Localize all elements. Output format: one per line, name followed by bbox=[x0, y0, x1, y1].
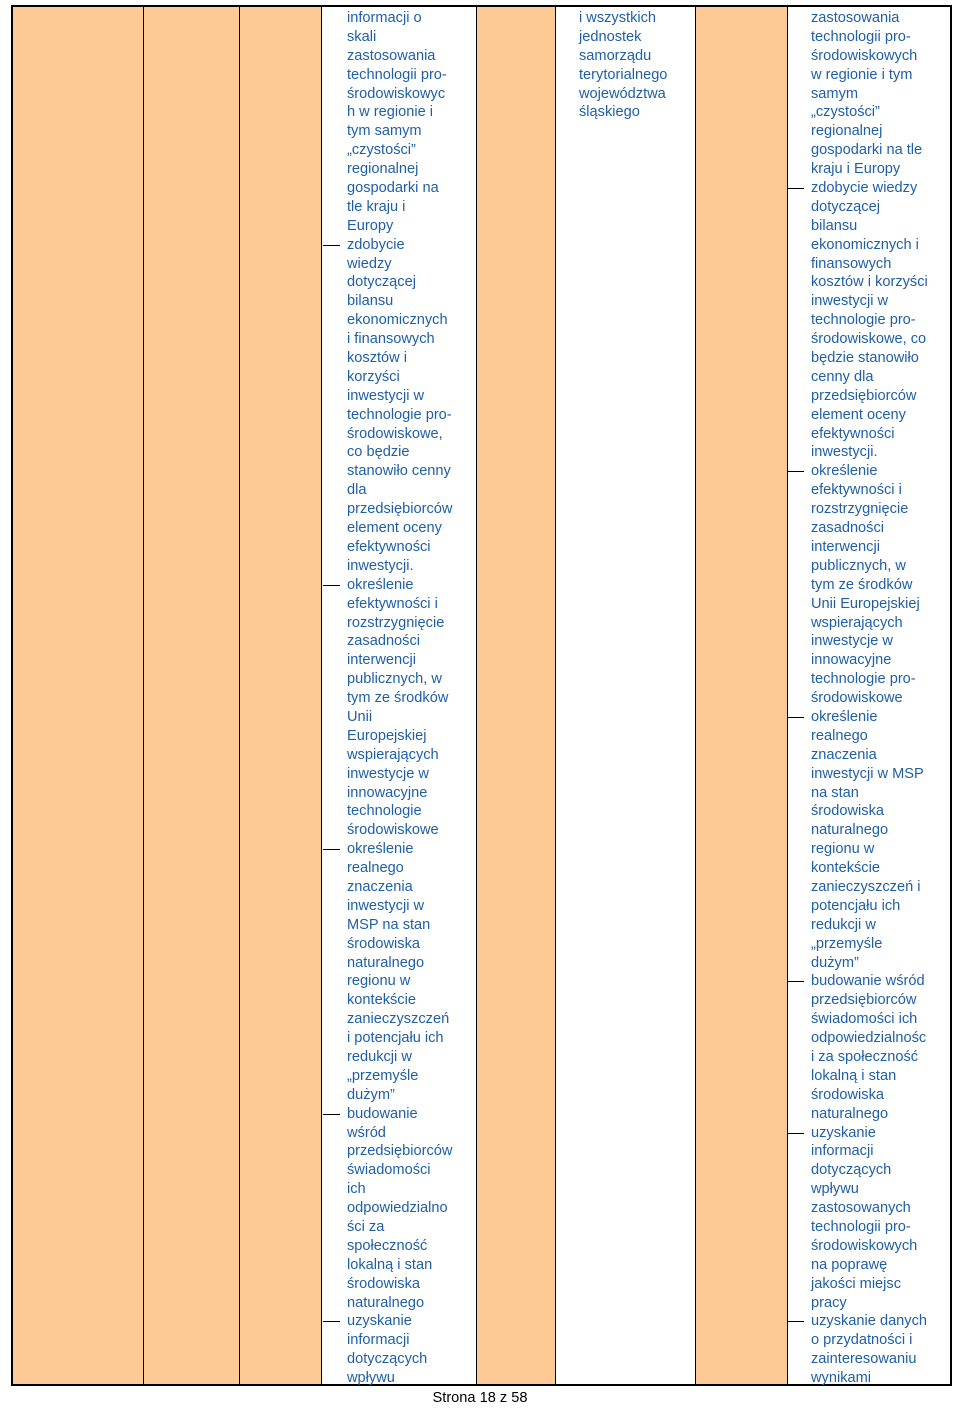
text-line: technologii pro- bbox=[811, 28, 911, 45]
text-line: Europejskiej bbox=[347, 727, 427, 744]
text-line: naturalnego bbox=[347, 954, 425, 971]
text-line: potencjału ich bbox=[811, 897, 901, 914]
text-line: dotyczącej bbox=[347, 274, 416, 291]
text-line: technologie bbox=[347, 803, 422, 820]
table-column-6 bbox=[555, 7, 695, 1384]
text-line: środowiskowe bbox=[811, 690, 903, 707]
text-line: efektywności i bbox=[811, 482, 902, 499]
text-line: inwestycji w bbox=[347, 387, 425, 404]
text-line: ich bbox=[347, 1181, 366, 1198]
text-line: rozstrzygnięcie bbox=[347, 614, 445, 631]
text-line: wpływu bbox=[811, 1181, 859, 1198]
text-line: ści za bbox=[347, 1219, 385, 1235]
text-line: element oceny bbox=[811, 406, 906, 423]
text-line: naturalnego bbox=[811, 822, 889, 839]
text-line: zanieczyszczeń i bbox=[811, 878, 921, 895]
text-line: Europy bbox=[347, 217, 394, 234]
text-line: świadomości bbox=[347, 1162, 431, 1179]
text-line: przedsiębiorców bbox=[811, 387, 917, 404]
text-line: regionalnej bbox=[347, 161, 419, 178]
text-line: samym bbox=[811, 85, 859, 102]
text-line: środowiska bbox=[347, 1275, 420, 1292]
text-line: śląskiego bbox=[579, 104, 640, 121]
text-line: Unii Europejskiej bbox=[811, 595, 920, 612]
text-line: tym ze środków bbox=[811, 576, 913, 593]
text-line: lokalną i stan bbox=[811, 1067, 897, 1084]
text-line: zastosowania bbox=[811, 10, 900, 26]
text-line: inwestycji w bbox=[811, 293, 889, 310]
text-line: skali bbox=[347, 28, 377, 45]
text-line: tle kraju i bbox=[347, 198, 406, 215]
text-line: co będzie bbox=[347, 444, 410, 461]
text-line: o przydatności i bbox=[811, 1332, 913, 1349]
text-line: znaczenia bbox=[811, 746, 877, 763]
text-line: dotyczących bbox=[347, 1351, 428, 1368]
text-line: środowiskowe, co bbox=[811, 331, 927, 348]
text-line: i za społeczność bbox=[811, 1048, 919, 1065]
text-line: realnego bbox=[347, 860, 404, 877]
text-line: kraju i Europy bbox=[811, 161, 901, 178]
text-line: będzie stanowiło bbox=[811, 350, 919, 367]
text-line: redukcji w bbox=[347, 1048, 412, 1065]
text-line: finansowych bbox=[811, 255, 892, 272]
bullet-line: określenie bbox=[811, 462, 928, 481]
text-line: wpływu bbox=[347, 1370, 395, 1387]
bullet-line: określenie bbox=[347, 576, 452, 595]
text-line: cenny dla bbox=[811, 368, 874, 385]
text-line: realnego bbox=[811, 727, 868, 744]
text-line: środowiska bbox=[811, 803, 884, 820]
text-line: inwestycje w bbox=[811, 633, 893, 650]
text-line: środowiskowe, bbox=[347, 425, 443, 442]
text-line: dla bbox=[347, 482, 367, 499]
text-line: środowiska bbox=[347, 935, 420, 952]
bullet-line: uzyskanie bbox=[811, 1124, 928, 1143]
text-line: efektywności bbox=[811, 425, 895, 442]
text-line: przedsiębiorców bbox=[347, 1143, 453, 1160]
cell-text-results bbox=[811, 9, 928, 1388]
text-line: zastosowanych bbox=[811, 1200, 911, 1217]
text-line: kosztów i bbox=[347, 350, 408, 367]
text-line: inwestycji. bbox=[347, 557, 414, 574]
bullet-line: budowanie bbox=[347, 1105, 452, 1124]
text-line: i wszystkich bbox=[579, 10, 657, 26]
text-line: wspierających bbox=[347, 746, 439, 763]
text-line: rozstrzygnięcie bbox=[811, 501, 909, 518]
text-line: ekonomicznych i bbox=[811, 236, 919, 253]
text-line: informacji bbox=[811, 1143, 874, 1160]
text-line: interwencji bbox=[811, 538, 880, 555]
text-line: stanowiło cenny bbox=[347, 463, 451, 480]
text-line: efektywności i bbox=[347, 595, 438, 612]
text-line: technologie pro- bbox=[811, 671, 916, 688]
bullet-line: określenie bbox=[347, 840, 452, 859]
text-line: zastosowania bbox=[347, 47, 436, 64]
text-line: odpowiedzialno bbox=[347, 1200, 448, 1217]
text-line: społeczność bbox=[347, 1237, 428, 1254]
text-line: wśród bbox=[347, 1124, 386, 1141]
text-line: Unii bbox=[347, 708, 373, 725]
text-line: bilansu bbox=[347, 293, 394, 310]
text-line: naturalnego bbox=[811, 1105, 889, 1122]
text-line: technologie pro- bbox=[347, 406, 452, 423]
text-line: inwestycje w bbox=[347, 765, 429, 782]
text-line: bilansu bbox=[811, 217, 858, 234]
table-column-3 bbox=[239, 7, 321, 1384]
text-line: „czystości” bbox=[347, 142, 416, 159]
text-line: i potencjału ich bbox=[347, 1030, 444, 1047]
table-column-2 bbox=[143, 7, 239, 1384]
table-column-5 bbox=[476, 7, 555, 1384]
text-line: odpowiedzialnośc bbox=[811, 1030, 927, 1047]
text-line: gospodarki na tle bbox=[811, 142, 923, 159]
bullet-line: zdobycie bbox=[347, 236, 452, 255]
text-line: zanieczyszczeń bbox=[347, 1011, 450, 1028]
text-line: publicznych, w bbox=[347, 671, 442, 688]
text-line: tym ze środków bbox=[347, 690, 449, 707]
text-line: inwestycji. bbox=[811, 444, 878, 461]
text-line: efektywności bbox=[347, 538, 431, 555]
text-line: regionu w bbox=[811, 841, 875, 858]
bullet-line: uzyskanie danych bbox=[811, 1313, 928, 1330]
text-line: gospodarki na bbox=[347, 180, 439, 197]
text-line: tym samym bbox=[347, 123, 422, 140]
text-line: województwa bbox=[579, 85, 666, 102]
text-line: dotyczących bbox=[811, 1162, 892, 1179]
text-line: inwestycji w bbox=[347, 897, 425, 914]
text-line: „czystości” bbox=[811, 104, 880, 121]
table-column-7 bbox=[695, 7, 787, 1384]
text-line: element oceny bbox=[347, 520, 442, 537]
text-line: „przemyśle bbox=[347, 1067, 419, 1084]
cell-text-recipients bbox=[579, 9, 667, 122]
text-line: zasadności bbox=[347, 633, 421, 650]
text-line: środowiskowych bbox=[811, 47, 918, 64]
bullet-line: zdobycie wiedzy bbox=[811, 179, 928, 198]
text-line: wiedzy bbox=[347, 255, 392, 272]
text-line: informacji bbox=[347, 1332, 410, 1349]
text-line: i finansowych bbox=[347, 331, 435, 348]
text-line: naturalnego bbox=[347, 1294, 425, 1311]
text-line: technologie pro- bbox=[811, 312, 916, 329]
text-line: na poprawę bbox=[811, 1256, 888, 1273]
text-line: kontekście bbox=[347, 992, 416, 1009]
text-line: przedsiębiorców bbox=[811, 992, 917, 1009]
text-line: zasadności bbox=[811, 520, 885, 537]
text-line: dużym” bbox=[347, 1086, 395, 1103]
text-line: innowacyjne bbox=[811, 652, 892, 669]
text-line: kosztów i korzyści bbox=[811, 274, 928, 291]
bullet-line: określenie bbox=[811, 708, 928, 727]
text-line: na stan bbox=[811, 784, 859, 801]
text-line: interwencji bbox=[347, 652, 416, 669]
text-line: technologii pro- bbox=[811, 1219, 911, 1235]
text-line: inwestycji w MSP bbox=[811, 765, 924, 782]
text-line: w regionie i tym bbox=[811, 66, 913, 83]
text-line: ekonomicznych bbox=[347, 312, 448, 329]
text-line: świadomości ich bbox=[811, 1011, 918, 1028]
text-line: dużym” bbox=[811, 954, 859, 971]
text-line: wynikami bbox=[811, 1370, 872, 1387]
text-line: zainteresowaniu bbox=[811, 1351, 917, 1368]
text-line: korzyści bbox=[347, 368, 400, 385]
text-line: środowiskowe bbox=[347, 822, 439, 839]
text-line: h w regionie i bbox=[347, 104, 433, 121]
text-line: środowiskowych bbox=[811, 1237, 918, 1254]
text-line: informacji o bbox=[347, 10, 422, 26]
text-line: jednostek bbox=[579, 28, 642, 45]
text-line: jakości miejsc bbox=[811, 1275, 902, 1292]
text-line: MSP na stan bbox=[347, 916, 431, 933]
text-line: lokalną i stan bbox=[347, 1256, 433, 1273]
page-number: Strona 18 z 58 bbox=[432, 1390, 528, 1406]
text-line: regionu w bbox=[347, 973, 411, 990]
text-line: znaczenia bbox=[347, 878, 413, 895]
text-line: technologii pro- bbox=[347, 66, 447, 83]
text-line: innowacyjne bbox=[347, 784, 428, 801]
text-line: środowiskowyc bbox=[347, 85, 446, 102]
text-line: regionalnej bbox=[811, 123, 883, 140]
text-line: redukcji w bbox=[811, 916, 876, 933]
text-line: dotyczącej bbox=[811, 198, 880, 215]
text-line: publicznych, w bbox=[811, 557, 906, 574]
text-line: wspierających bbox=[811, 614, 903, 631]
text-line: pracy bbox=[811, 1294, 847, 1311]
text-line: środowiska bbox=[811, 1086, 884, 1103]
text-line: „przemyśle bbox=[811, 935, 883, 952]
text-line: samorządu bbox=[579, 47, 652, 64]
cell-text-objectives bbox=[347, 9, 452, 1388]
text-line: przedsiębiorców bbox=[347, 501, 453, 518]
bullet-line: budowanie wśród bbox=[811, 972, 928, 991]
text-line: terytorialnego bbox=[579, 66, 668, 83]
table-column-1 bbox=[13, 7, 143, 1384]
text-line: kontekście bbox=[811, 860, 880, 877]
bullet-line: uzyskanie bbox=[347, 1312, 452, 1331]
